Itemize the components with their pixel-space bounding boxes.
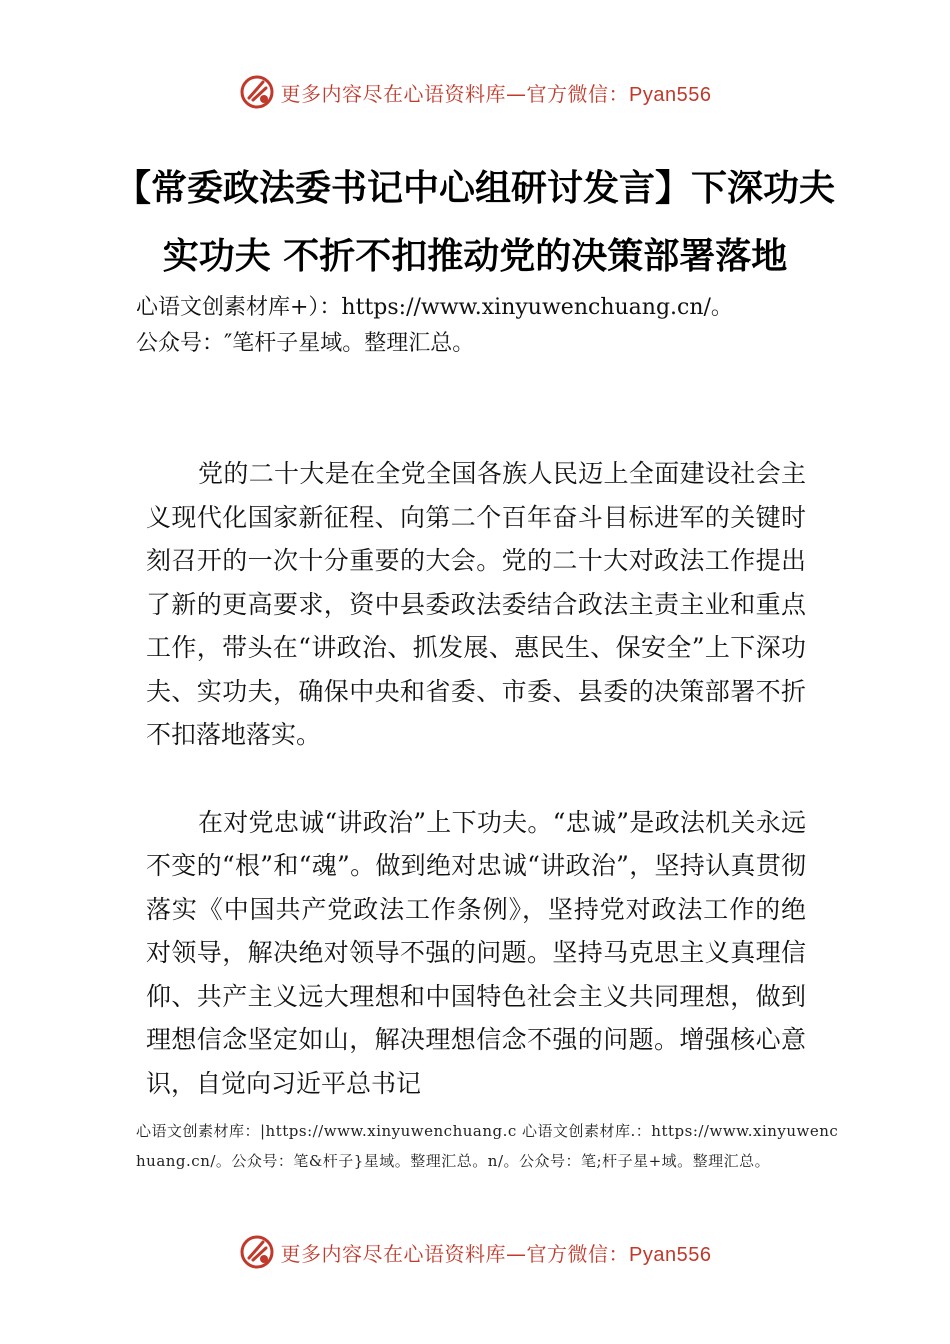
document-body bbox=[146, 452, 806, 1149]
header-banner bbox=[0, 70, 950, 114]
banner-text: 更多内容尽在心语资料库—官方微信：Pyan556 bbox=[280, 1241, 712, 1266]
source-line-2: 公众号：″笔杆子星域。整理汇总。 bbox=[136, 331, 475, 356]
wechat-id: Pyan556 bbox=[629, 1243, 712, 1266]
brand-logo-icon bbox=[239, 1234, 275, 1270]
wechat-id: Pyan556 bbox=[629, 83, 712, 106]
document-title: 【常委政法委书记中心组研讨发言】下深功夫实功夫 不折不扣推动党的决策部署落地 bbox=[114, 168, 835, 277]
source-note bbox=[136, 290, 836, 362]
banner-text: 更多内容尽在心语资料库—官方微信：Pyan556 bbox=[280, 81, 712, 106]
footer-note: 心语文创素材库：|https://www.xinyuwenchuang.c 心语文创素材库.：https://www.xinyuwenchuang.cn/。公众号：笔&杆子}星域。整理汇总。n/。公众号：笔;杆子星+域。整理汇总。 bbox=[136, 1122, 839, 1170]
brand-logo-icon bbox=[239, 74, 275, 110]
paragraph: 在对党忠诚“讲政治”上下功夫。“忠诚”是政法机关永远不变的“根”和“魂”。做到绝对忠诚“讲政治”，坚持认真贯彻落实《中国共产党政法工作条例》，坚持党对政法工作的绝对领导，解决绝对领导不强的问题。坚持马克思主义真理信仰、共产主义远大理想和中国特色社会主义共同理想，做到理想信念坚定如山，解决理想信念不强的问题。增强核心意识，自觉向习近平总书记 bbox=[146, 807, 806, 1098]
footer-banner bbox=[0, 1230, 950, 1274]
paragraph: 党的二十大是在全党全国各族人民迈上全面建设社会主义现代化国家新征程、向第二个百年奋斗目标进军的关键时刻召开的一次十分重要的大会。党的二十大对政法工作提出了新的更高要求，资中县委政法委结合政法主责主业和重点工作，带头在“讲政治、抓发展、惠民生、保安全”上下深功夫、实功夫，确保中央和省委、市委、县委的决策部署不折不扣落地落实。 bbox=[146, 459, 806, 749]
source-line-1: 心语文创素材库+）：https://www.xinyuwenchuang.cn/。 bbox=[136, 295, 733, 320]
